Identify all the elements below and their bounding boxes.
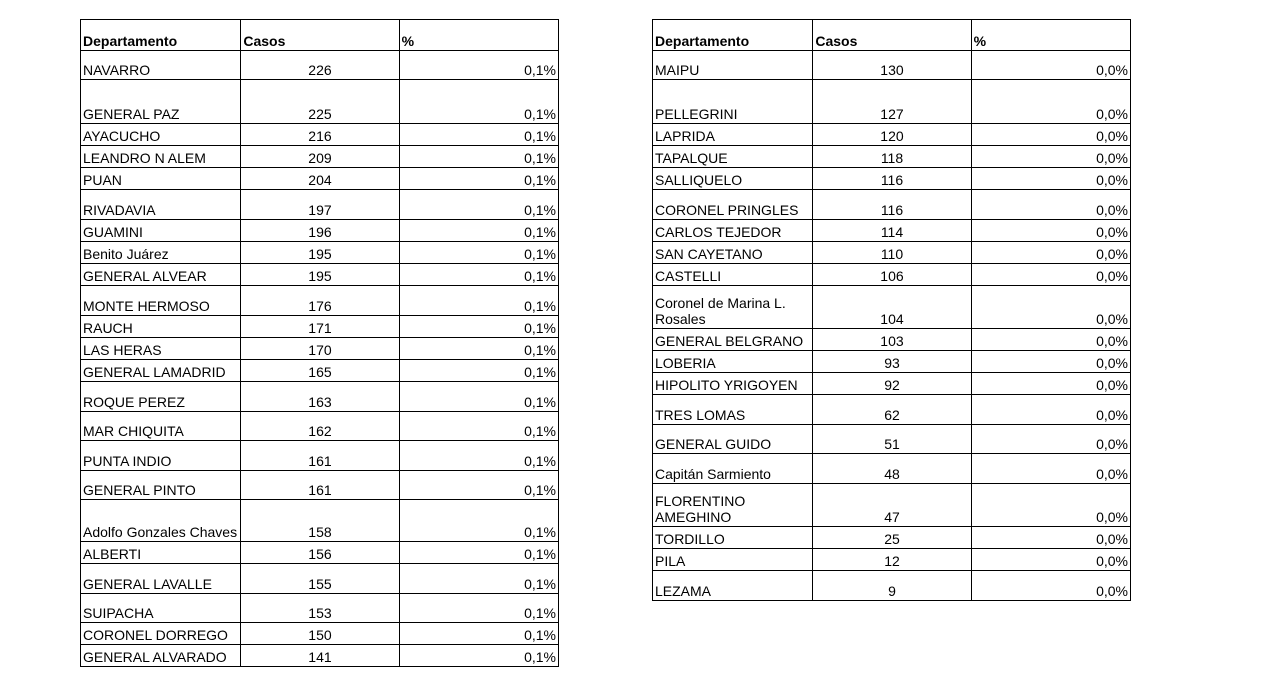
departamento-cell: CORONEL PRINGLES	[653, 190, 813, 220]
casos-cell: 106	[813, 264, 971, 286]
departamento-cell: TORDILLO	[653, 527, 813, 549]
percent-cell: 0,1%	[399, 500, 558, 542]
percent-cell: 0,0%	[971, 146, 1130, 168]
percent-cell: 0,0%	[971, 190, 1130, 220]
casos-cell: 209	[241, 146, 399, 168]
table-row	[81, 338, 559, 360]
table-row	[653, 124, 1131, 146]
departamento-cell: LEANDRO N ALEM	[81, 146, 241, 168]
casos-cell: 130	[813, 51, 971, 80]
percent-cell: 0,1%	[399, 382, 558, 412]
percent-cell: 0,0%	[971, 549, 1130, 571]
percent-cell: 0,0%	[971, 395, 1130, 425]
percent-cell: 0,1%	[399, 441, 558, 471]
casos-cell: 92	[813, 373, 971, 395]
percent-cell: 0,1%	[399, 623, 558, 645]
percent-cell: 0,0%	[971, 484, 1130, 527]
table-row	[653, 220, 1131, 242]
table-row	[81, 360, 559, 382]
left-cases-table	[80, 19, 559, 667]
casos-cell: 158	[241, 500, 399, 542]
casos-cell: 156	[241, 542, 399, 564]
casos-cell: 161	[241, 471, 399, 500]
percent-cell: 0,0%	[971, 329, 1130, 351]
casos-cell: 118	[813, 146, 971, 168]
casos-cell: 127	[813, 80, 971, 124]
percent-cell: 0,1%	[399, 471, 558, 500]
table-row	[81, 124, 559, 146]
departamento-cell: ROQUE PEREZ	[81, 382, 241, 412]
casos-cell: 110	[813, 242, 971, 264]
table-row	[653, 329, 1131, 351]
percent-cell: 0,1%	[399, 80, 558, 124]
percent-cell: 0,0%	[971, 286, 1130, 329]
header-departamento: Departamento	[653, 20, 813, 51]
table-row	[653, 286, 1131, 329]
casos-cell: 195	[241, 242, 399, 264]
departamento-cell: MAIPU	[653, 51, 813, 80]
departamento-cell: Coronel de Marina L. Rosales	[653, 286, 813, 329]
header-departamento: Departamento	[81, 20, 241, 51]
casos-cell: 48	[813, 454, 971, 484]
casos-cell: 170	[241, 338, 399, 360]
table-row	[653, 168, 1131, 190]
table-row	[81, 564, 559, 594]
table-row	[81, 51, 559, 80]
table-row	[81, 146, 559, 168]
departamento-cell: Adolfo Gonzales Chaves	[81, 500, 241, 542]
percent-cell: 0,1%	[399, 190, 558, 220]
casos-cell: 197	[241, 190, 399, 220]
casos-cell: 104	[813, 286, 971, 329]
casos-cell: 114	[813, 220, 971, 242]
percent-cell: 0,1%	[399, 264, 558, 286]
table-row	[81, 316, 559, 338]
casos-cell: 153	[241, 594, 399, 623]
table-row	[81, 412, 559, 441]
percent-cell: 0,1%	[399, 220, 558, 242]
departamento-cell: GENERAL LAVALLE	[81, 564, 241, 594]
casos-cell: 12	[813, 549, 971, 571]
departamento-cell: FLORENTINO AMEGHINO	[653, 484, 813, 527]
departamento-cell: TAPALQUE	[653, 146, 813, 168]
departamento-cell: GENERAL PAZ	[81, 80, 241, 124]
table-row	[81, 623, 559, 645]
table-row	[653, 351, 1131, 373]
departamento-cell: SUIPACHA	[81, 594, 241, 623]
table-row	[653, 454, 1131, 484]
table-row	[653, 571, 1131, 601]
departamento-cell: GUAMINI	[81, 220, 241, 242]
table-row	[81, 242, 559, 264]
departamento-cell: PELLEGRINI	[653, 80, 813, 124]
departamento-cell: GENERAL BELGRANO	[653, 329, 813, 351]
casos-cell: 204	[241, 168, 399, 190]
percent-cell: 0,1%	[399, 564, 558, 594]
percent-cell: 0,0%	[971, 220, 1130, 242]
departamento-cell: PILA	[653, 549, 813, 571]
table-row	[81, 542, 559, 564]
casos-cell: 225	[241, 80, 399, 124]
table-row	[81, 220, 559, 242]
casos-cell: 51	[813, 425, 971, 454]
casos-cell: 226	[241, 51, 399, 80]
percent-cell: 0,0%	[971, 124, 1130, 146]
table-row	[81, 286, 559, 316]
percent-cell: 0,0%	[971, 527, 1130, 549]
departamento-cell: GENERAL ALVEAR	[81, 264, 241, 286]
departamento-cell: MAR CHIQUITA	[81, 412, 241, 441]
departamento-cell: LAPRIDA	[653, 124, 813, 146]
percent-cell: 0,1%	[399, 146, 558, 168]
percent-cell: 0,1%	[399, 316, 558, 338]
table-row	[81, 80, 559, 124]
departamento-cell: CARLOS TEJEDOR	[653, 220, 813, 242]
table-row	[81, 441, 559, 471]
departamento-cell: Capitán Sarmiento	[653, 454, 813, 484]
table-row	[653, 527, 1131, 549]
percent-cell: 0,1%	[399, 360, 558, 382]
casos-cell: 161	[241, 441, 399, 471]
table-row	[653, 425, 1131, 454]
percent-cell: 0,0%	[971, 168, 1130, 190]
departamento-cell: LAS HERAS	[81, 338, 241, 360]
departamento-cell: SALLIQUELO	[653, 168, 813, 190]
table-row	[81, 471, 559, 500]
departamento-cell: NAVARRO	[81, 51, 241, 80]
table-row	[653, 373, 1131, 395]
casos-cell: 196	[241, 220, 399, 242]
header-row	[653, 20, 1131, 51]
casos-cell: 62	[813, 395, 971, 425]
casos-cell: 165	[241, 360, 399, 382]
casos-cell: 103	[813, 329, 971, 351]
departamento-cell: GENERAL LAMADRID	[81, 360, 241, 382]
percent-cell: 0,0%	[971, 373, 1130, 395]
casos-cell: 155	[241, 564, 399, 594]
departamento-cell: TRES LOMAS	[653, 395, 813, 425]
table-row	[81, 190, 559, 220]
table-row	[81, 168, 559, 190]
header-casos: Casos	[241, 20, 399, 51]
departamento-cell: LOBERIA	[653, 351, 813, 373]
percent-cell: 0,1%	[399, 168, 558, 190]
table-row	[653, 190, 1131, 220]
table-row	[81, 382, 559, 412]
casos-cell: 171	[241, 316, 399, 338]
departamento-cell: ALBERTI	[81, 542, 241, 564]
departamento-cell: HIPOLITO YRIGOYEN	[653, 373, 813, 395]
departamento-cell: GENERAL GUIDO	[653, 425, 813, 454]
percent-cell: 0,1%	[399, 542, 558, 564]
departamento-cell: RIVADAVIA	[81, 190, 241, 220]
percent-cell: 0,1%	[399, 51, 558, 80]
casos-cell: 116	[813, 190, 971, 220]
departamento-cell: LEZAMA	[653, 571, 813, 601]
percent-cell: 0,1%	[399, 594, 558, 623]
table-row	[81, 594, 559, 623]
percent-cell: 0,1%	[399, 338, 558, 360]
departamento-cell: SAN CAYETANO	[653, 242, 813, 264]
table-row	[653, 484, 1131, 527]
departamento-cell: GENERAL PINTO	[81, 471, 241, 500]
casos-cell: 162	[241, 412, 399, 441]
departamento-cell: Benito Juárez	[81, 242, 241, 264]
header-percent: %	[399, 20, 558, 51]
departamento-cell: MONTE HERMOSO	[81, 286, 241, 316]
departamento-cell: RAUCH	[81, 316, 241, 338]
casos-cell: 25	[813, 527, 971, 549]
percent-cell: 0,0%	[971, 264, 1130, 286]
table-row	[653, 264, 1131, 286]
percent-cell: 0,0%	[971, 242, 1130, 264]
percent-cell: 0,0%	[971, 351, 1130, 373]
casos-cell: 9	[813, 571, 971, 601]
table-row	[653, 51, 1131, 80]
table-row	[81, 500, 559, 542]
departamento-cell: PUNTA INDIO	[81, 441, 241, 471]
percent-cell: 0,0%	[971, 571, 1130, 601]
departamento-cell: CORONEL DORREGO	[81, 623, 241, 645]
departamento-cell: AYACUCHO	[81, 124, 241, 146]
percent-cell: 0,0%	[971, 80, 1130, 124]
casos-cell: 120	[813, 124, 971, 146]
casos-cell: 176	[241, 286, 399, 316]
casos-cell: 47	[813, 484, 971, 527]
departamento-cell: CASTELLI	[653, 264, 813, 286]
percent-cell: 0,1%	[399, 124, 558, 146]
header-percent: %	[971, 20, 1130, 51]
table-row	[653, 549, 1131, 571]
percent-cell: 0,0%	[971, 425, 1130, 454]
header-casos: Casos	[813, 20, 971, 51]
header-row	[81, 20, 559, 51]
casos-cell: 150	[241, 623, 399, 645]
percent-cell: 0,0%	[971, 454, 1130, 484]
percent-cell: 0,0%	[971, 51, 1130, 80]
table-row	[653, 146, 1131, 168]
casos-cell: 216	[241, 124, 399, 146]
departamento-cell: PUAN	[81, 168, 241, 190]
percent-cell: 0,1%	[399, 412, 558, 441]
casos-cell: 163	[241, 382, 399, 412]
casos-cell: 141	[241, 645, 399, 667]
right-cases-table	[652, 19, 1131, 601]
table-row	[81, 645, 559, 667]
casos-cell: 93	[813, 351, 971, 373]
casos-cell: 116	[813, 168, 971, 190]
percent-cell: 0,1%	[399, 286, 558, 316]
table-row	[653, 242, 1131, 264]
casos-cell: 195	[241, 264, 399, 286]
table-row	[81, 264, 559, 286]
percent-cell: 0,1%	[399, 242, 558, 264]
percent-cell: 0,1%	[399, 645, 558, 667]
table-row	[653, 80, 1131, 124]
departamento-cell: GENERAL ALVARADO	[81, 645, 241, 667]
table-row	[653, 395, 1131, 425]
